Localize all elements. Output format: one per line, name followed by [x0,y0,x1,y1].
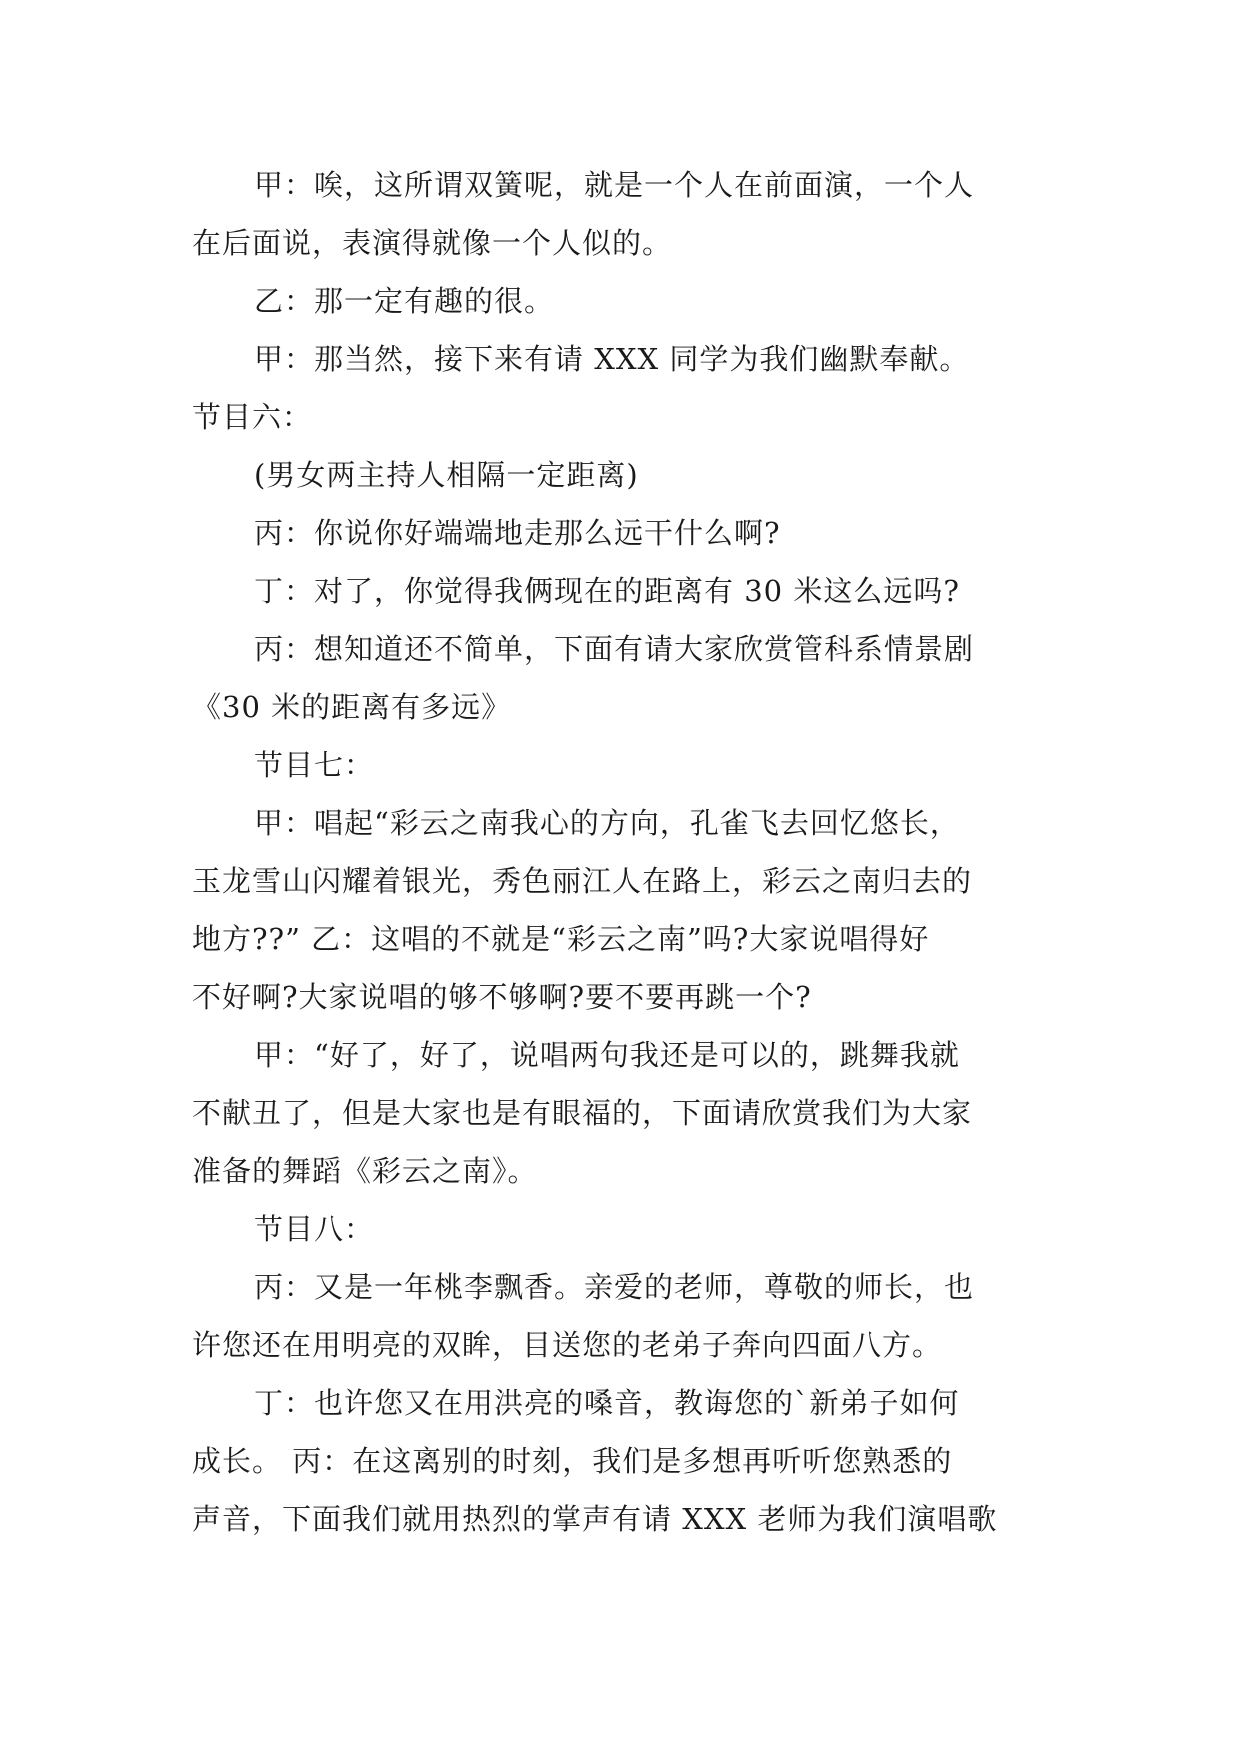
text-line: 地方??” 乙：这唱的不就是“彩云之南”吗?大家说唱得好 [192,922,930,956]
text-line: 丙：你说你好端端地走那么远干什么啊? [254,516,781,550]
text-line: 丁：对了，你觉得我俩现在的距离有 30 米这么远吗? [254,574,960,608]
text-line: 声音，下面我们就用热烈的掌声有请 XXX 老师为我们演唱歌 [192,1502,998,1536]
text-line: 《30 米的距离有多远》 [192,690,512,724]
text-line: 准备的舞蹈《彩云之南》。 [192,1154,538,1188]
text-line: 甲：那当然，接下来有请 XXX 同学为我们幽默奉献。 [254,342,970,376]
text-line: 丙：想知道还不简单，下面有请大家欣赏管科系情景剧 [254,632,975,666]
text-line: 甲：唱起“彩云之南我心的方向，孔雀飞去回忆悠长， [254,806,960,840]
text-line: 甲：“好了，好了，说唱两句我还是可以的，跳舞我就 [254,1038,960,1072]
text-line: 甲：唉，这所谓双簧呢，就是一个人在前面演，一个人 [254,168,975,202]
text-line: 成长。 丙：在这离别的时刻，我们是多想再听听您熟悉的 [192,1444,953,1478]
section-heading: 节目八： [254,1212,375,1246]
text-line: 不献丑了，但是大家也是有眼福的，下面请欣赏我们为大家 [192,1096,973,1130]
text-line: 玉龙雪山闪耀着银光，秀色丽江人在路上，彩云之南归去的 [192,864,973,898]
text-line: 在后面说，表演得就像一个人似的。 [192,226,673,260]
text-line: 乙：那一定有趣的很。 [254,284,555,318]
text-line: 丙：又是一年桃李飘香。亲爱的老师，尊敬的师长，也 [254,1270,975,1304]
section-heading: 节目七： [254,748,375,782]
text-line: (男女两主持人相隔一定距离) [254,458,639,492]
text-line: 不好啊?大家说唱的够不够啊?要不要再跳一个? [192,980,812,1014]
text-line: 丁：也许您又在用洪亮的嗓音，教诲您的`新弟子如何 [254,1386,960,1420]
text-line: 许您还在用明亮的双眸，目送您的老弟子奔向四面八方。 [192,1328,943,1362]
section-heading: 节目六： [192,400,313,434]
